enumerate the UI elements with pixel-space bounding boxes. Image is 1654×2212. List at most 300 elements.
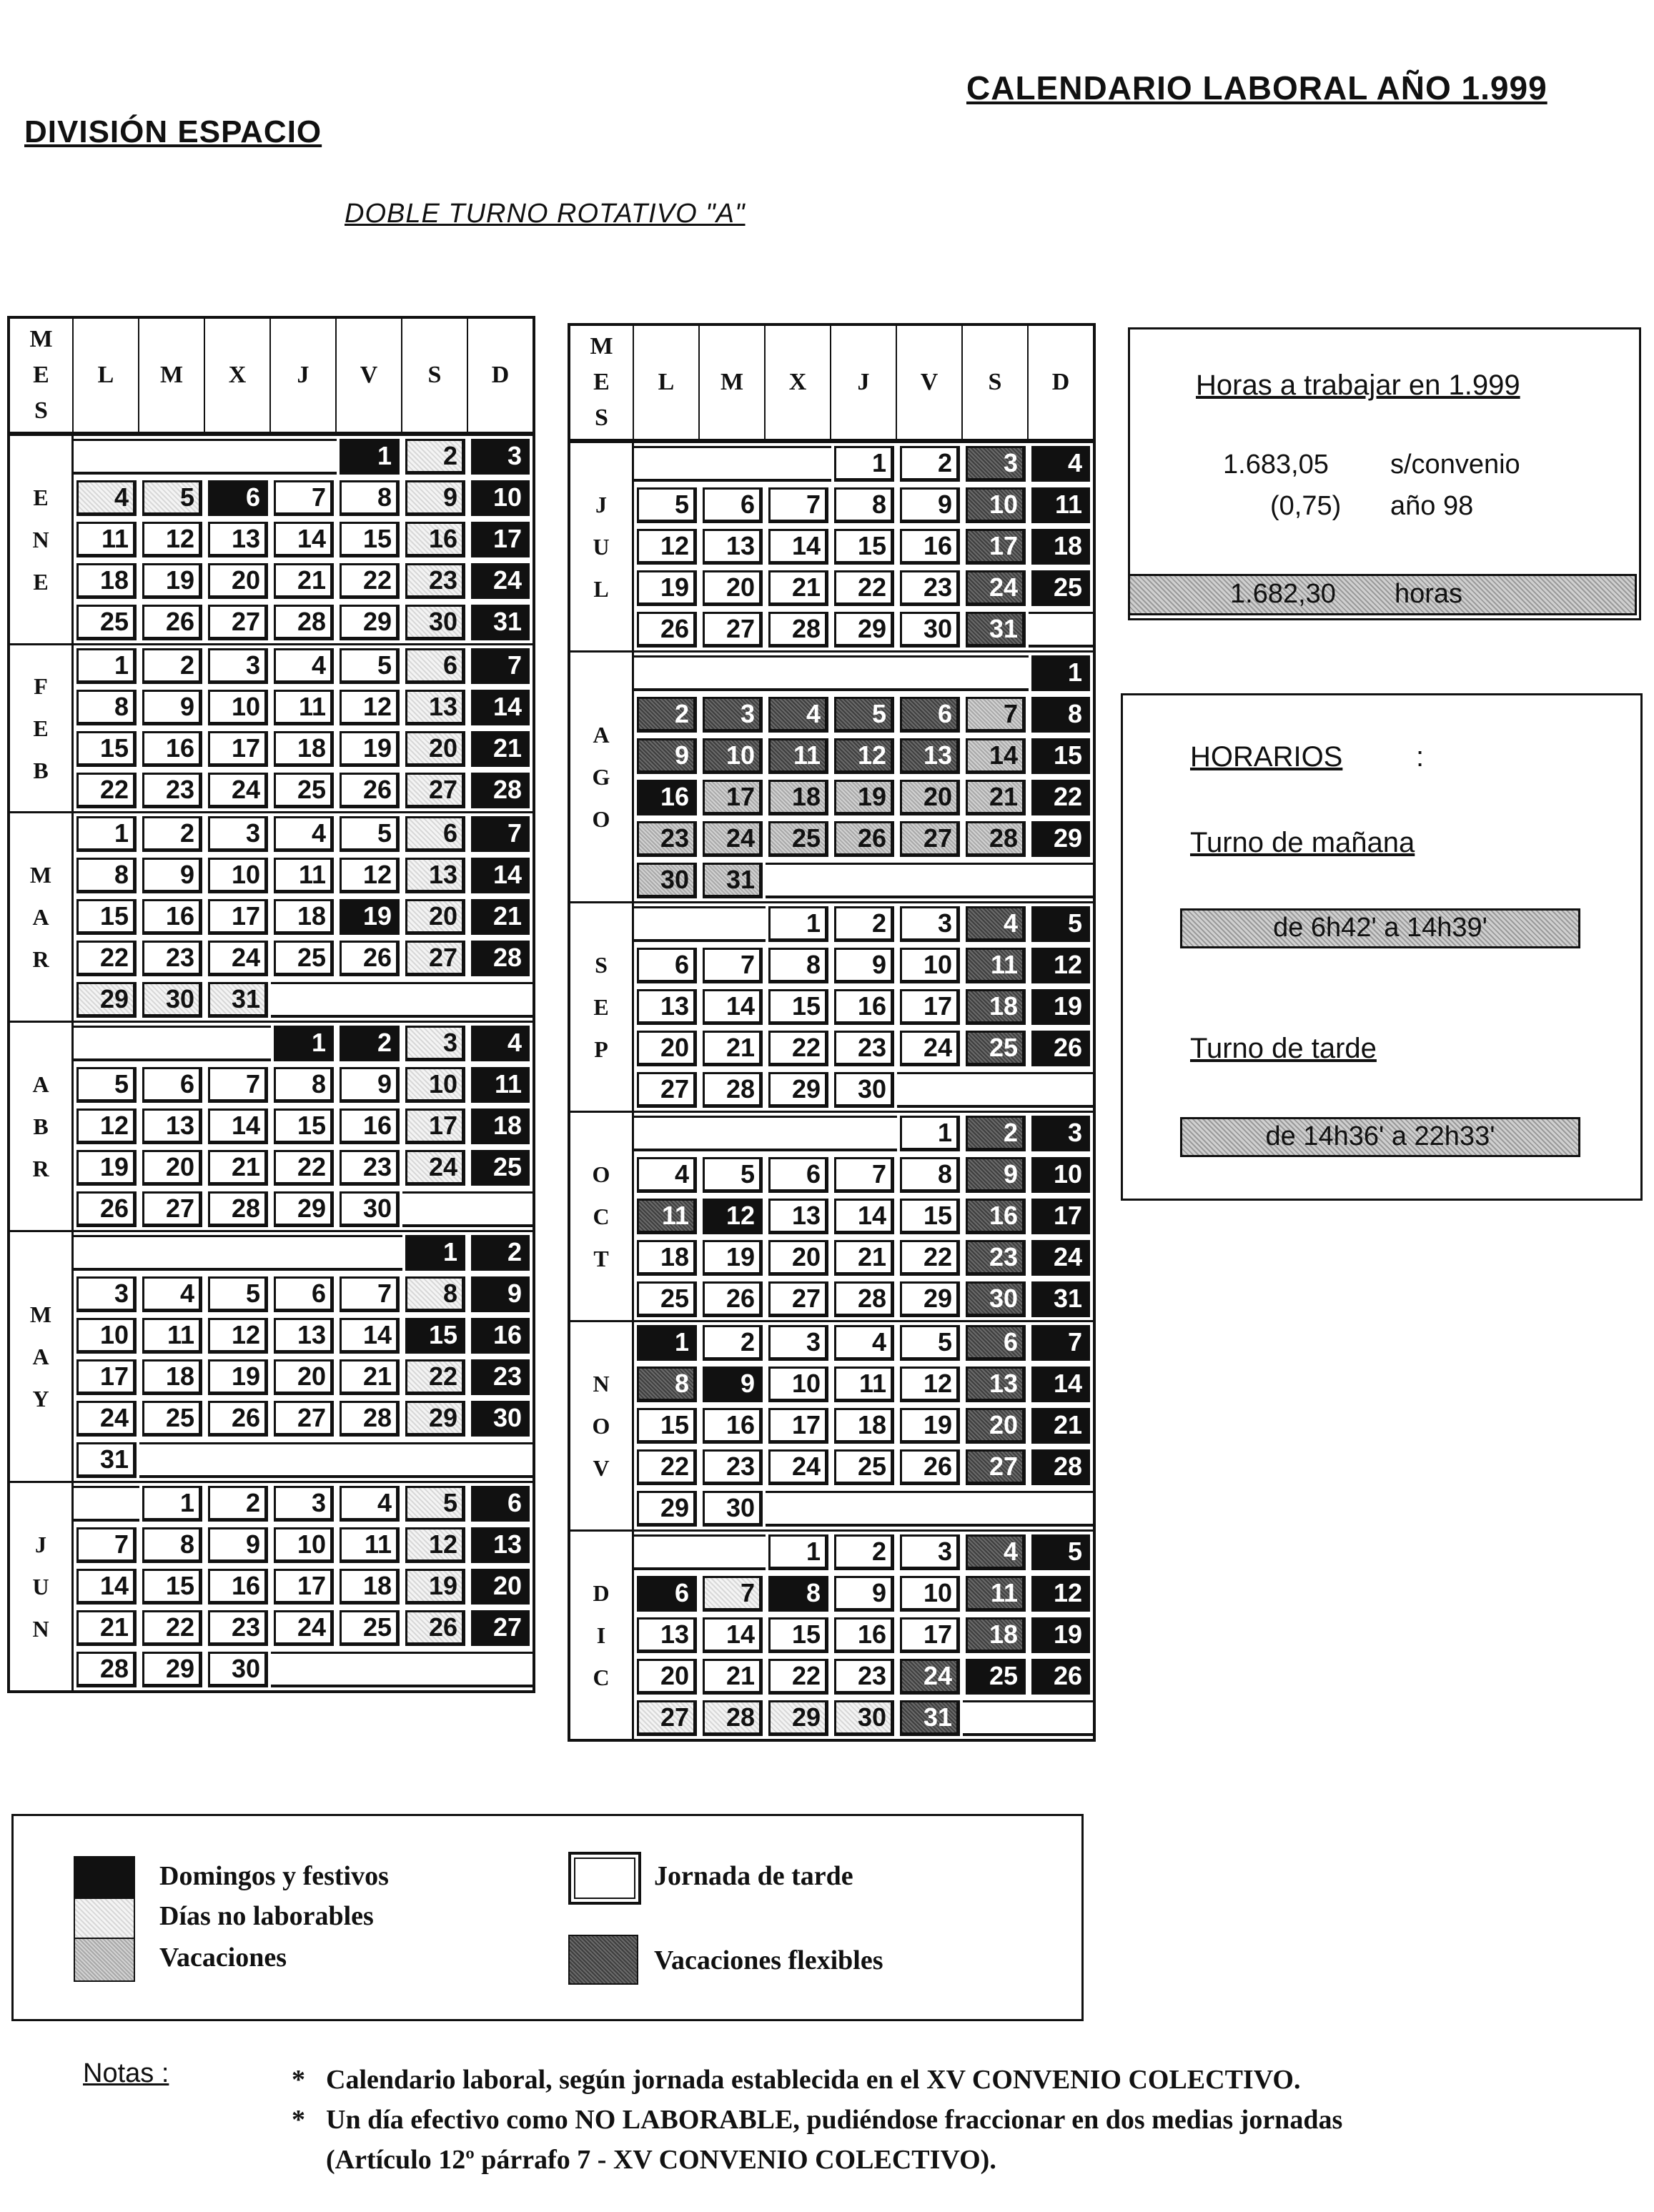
week-row [10, 1274, 533, 1315]
day-slot [766, 986, 831, 1028]
day-slot [74, 1566, 139, 1607]
day-slot [337, 687, 402, 728]
schedule-colon: : [1416, 741, 1425, 773]
day-slot [402, 1649, 468, 1690]
day-cell: 21 [768, 570, 828, 606]
day-slot [1029, 1320, 1093, 1364]
week-row [10, 1021, 533, 1064]
legend-flex: Vacaciones flexibles [654, 1945, 883, 1975]
day-cell: 21 [1031, 1408, 1090, 1444]
day-slot [74, 1357, 139, 1398]
day-slot [205, 1649, 271, 1690]
day-slot [337, 477, 402, 519]
day-cell: 17 [703, 780, 763, 815]
day-slot [897, 777, 963, 818]
day-slot [766, 567, 831, 609]
day-cell: 21 [471, 899, 530, 935]
day-cell: 18 [966, 989, 1026, 1025]
day-cell: 25 [834, 1449, 894, 1485]
day-slot [468, 1274, 533, 1315]
week-row [570, 485, 1093, 526]
day-cell: 10 [900, 948, 960, 983]
day-slot [700, 1656, 766, 1697]
empty-cell [74, 1026, 139, 1061]
legend-swatch-flex [568, 1935, 638, 1985]
month-letter: B [33, 1113, 49, 1139]
day-cell: 13 [768, 1199, 828, 1234]
empty-cell [831, 1491, 897, 1527]
day-slot [205, 1147, 271, 1189]
empty-cell [337, 1442, 402, 1478]
day-slot [337, 434, 402, 477]
day-cell: 14 [340, 1318, 400, 1354]
day-cell: 3 [405, 1026, 465, 1061]
day-slot [205, 1315, 271, 1357]
day-slot [897, 860, 963, 901]
day-cell: 22 [637, 1449, 697, 1485]
month-letter: R [32, 946, 49, 972]
day-slot [337, 1189, 402, 1230]
day-cell: 8 [274, 1067, 334, 1103]
day-slot [897, 1615, 963, 1656]
month-letter: A [32, 903, 49, 930]
day-slot [897, 441, 963, 485]
day-cell: 30 [834, 1072, 894, 1108]
day-cell: 10 [76, 1318, 137, 1354]
day-slot [831, 1028, 897, 1069]
day-slot [337, 1607, 402, 1649]
hours-amount: 1.683,05 [1223, 450, 1329, 480]
day-slot [897, 1028, 963, 1069]
day-cell: 15 [637, 1408, 697, 1444]
day-slot [700, 1405, 766, 1447]
day-slot [1029, 650, 1093, 694]
day-cell: 13 [405, 858, 465, 893]
day-cell: 21 [76, 1610, 137, 1646]
day-cell: 18 [274, 731, 334, 767]
day-slot [963, 441, 1029, 485]
day-slot [337, 896, 402, 938]
day-slot [1029, 694, 1093, 735]
morning-hours-text: de 6h42' a 14h39' [1273, 913, 1487, 943]
week-row [10, 1189, 533, 1230]
day-cell: 17 [208, 899, 268, 935]
day-cell: 28 [834, 1281, 894, 1317]
day-cell: 28 [768, 612, 828, 648]
day-slot [634, 1320, 700, 1364]
day-cell: 18 [76, 563, 137, 599]
day-slot [271, 477, 337, 519]
day-cell: 14 [703, 989, 763, 1025]
hours-adjust-label: año 98 [1390, 491, 1474, 521]
day-cell: 29 [1031, 821, 1090, 857]
month-letters [10, 434, 74, 643]
day-slot [700, 1529, 766, 1573]
day-cell: 7 [340, 1276, 400, 1312]
month-letter: C [593, 1664, 610, 1690]
weekday-header: L [74, 319, 139, 434]
day-slot [963, 1656, 1029, 1697]
week-row [10, 519, 533, 560]
day-cell: 14 [703, 1617, 763, 1653]
day-slot [271, 1274, 337, 1315]
day-cell: 1 [900, 1116, 960, 1151]
hours-total-bar [1128, 574, 1637, 615]
day-cell: 2 [900, 446, 960, 482]
day-slot [74, 1607, 139, 1649]
day-slot [766, 1237, 831, 1279]
week-row [570, 526, 1093, 567]
day-cell: 12 [405, 1527, 465, 1563]
day-cell: 2 [142, 816, 202, 852]
day-slot [205, 1524, 271, 1566]
week-row [570, 1656, 1093, 1697]
day-cell: 11 [142, 1318, 202, 1354]
empty-cell [402, 982, 468, 1018]
weekday-header: V [897, 326, 963, 441]
day-cell: 31 [966, 612, 1026, 648]
week-row [570, 1364, 1093, 1405]
day-slot [1029, 1237, 1093, 1279]
day-slot [766, 1196, 831, 1237]
day-cell: 30 [637, 863, 697, 898]
day-slot [1029, 1447, 1093, 1488]
day-cell: 16 [340, 1109, 400, 1144]
day-slot [897, 986, 963, 1028]
week-row [570, 1573, 1093, 1615]
day-cell: 17 [1031, 1199, 1090, 1234]
day-slot [205, 602, 271, 643]
day-slot [402, 728, 468, 770]
day-slot [1029, 860, 1093, 901]
day-slot [271, 1064, 337, 1106]
legend-swatch-nolab [74, 1898, 135, 1942]
day-cell: 30 [966, 1281, 1026, 1317]
week-row [570, 1697, 1093, 1739]
day-slot [766, 1320, 831, 1364]
day-slot [468, 1481, 533, 1524]
day-slot [700, 694, 766, 735]
day-cell: 22 [768, 1031, 828, 1066]
day-slot [831, 945, 897, 986]
week-row [570, 1615, 1093, 1656]
day-cell: 13 [471, 1527, 530, 1563]
weekday-header: M [700, 326, 766, 441]
day-cell: 4 [1031, 446, 1090, 482]
day-cell: 22 [834, 570, 894, 606]
day-slot [74, 855, 139, 896]
day-cell: 25 [274, 773, 334, 808]
month-letter: R [32, 1155, 49, 1181]
month-letters [570, 901, 634, 1111]
day-slot [700, 901, 766, 945]
day-cell: 24 [471, 563, 530, 599]
empty-cell [74, 1235, 139, 1271]
month-letters [570, 1529, 634, 1739]
day-cell: 2 [340, 1026, 400, 1061]
day-cell: 2 [471, 1235, 530, 1271]
day-cell: 13 [637, 989, 697, 1025]
day-cell: 1 [637, 1325, 697, 1361]
day-slot [831, 1573, 897, 1615]
empty-cell [74, 439, 139, 475]
day-slot [205, 1021, 271, 1064]
day-cell: 14 [768, 529, 828, 565]
day-slot [74, 1106, 139, 1147]
day-cell: 1 [1031, 655, 1090, 691]
day-cell: 24 [900, 1659, 960, 1695]
day-slot [337, 1524, 402, 1566]
day-slot [831, 1279, 897, 1320]
day-slot [766, 650, 831, 694]
day-slot [205, 1439, 271, 1481]
day-slot [700, 1028, 766, 1069]
week-row [10, 1064, 533, 1106]
day-slot [766, 1697, 831, 1739]
day-slot [74, 1315, 139, 1357]
day-slot [634, 1364, 700, 1405]
day-slot [766, 609, 831, 650]
day-slot [897, 526, 963, 567]
day-cell: 11 [471, 1067, 530, 1103]
day-cell: 12 [76, 1109, 137, 1144]
day-slot [74, 1398, 139, 1439]
week-row [570, 1488, 1093, 1529]
day-slot [897, 1196, 963, 1237]
day-slot [634, 901, 700, 945]
day-slot [468, 687, 533, 728]
day-slot [271, 602, 337, 643]
day-slot [271, 1357, 337, 1398]
day-cell: 9 [471, 1276, 530, 1312]
day-cell: 3 [900, 1534, 960, 1570]
day-slot [897, 1279, 963, 1320]
day-slot [897, 1697, 963, 1739]
day-cell: 9 [142, 690, 202, 725]
day-slot [766, 945, 831, 986]
day-slot [634, 1656, 700, 1697]
day-slot [205, 1566, 271, 1607]
day-slot [831, 567, 897, 609]
day-slot [271, 519, 337, 560]
day-cell: 26 [142, 605, 202, 640]
week-row [10, 896, 533, 938]
day-slot [205, 519, 271, 560]
day-cell: 20 [471, 1569, 530, 1605]
day-slot [271, 1649, 337, 1690]
day-slot [634, 1405, 700, 1447]
empty-cell [271, 439, 337, 475]
empty-cell [831, 655, 897, 691]
day-slot [700, 1279, 766, 1320]
day-slot [74, 1481, 139, 1524]
day-slot [634, 945, 700, 986]
week-row [10, 643, 533, 687]
day-cell: 3 [208, 816, 268, 852]
day-cell: 28 [208, 1191, 268, 1227]
day-cell: 25 [76, 605, 137, 640]
day-slot [963, 1697, 1029, 1739]
day-cell: 17 [208, 731, 268, 767]
week-row [570, 1279, 1093, 1320]
day-slot [139, 434, 205, 477]
day-slot [897, 1069, 963, 1111]
day-slot [402, 979, 468, 1021]
month-letter: S [595, 951, 608, 978]
day-slot [402, 1315, 468, 1357]
day-cell: 23 [834, 1031, 894, 1066]
day-cell: 6 [637, 948, 697, 983]
day-cell: 25 [966, 1659, 1026, 1695]
day-cell: 2 [637, 697, 697, 733]
day-slot [337, 770, 402, 811]
week-row [570, 735, 1093, 777]
month-letters [10, 1481, 74, 1690]
day-cell: 10 [471, 480, 530, 516]
day-cell: 26 [637, 612, 697, 648]
day-cell: 8 [637, 1367, 697, 1402]
day-cell: 5 [340, 648, 400, 684]
day-cell: 5 [637, 487, 697, 523]
day-slot [700, 1364, 766, 1405]
day-cell: 21 [966, 780, 1026, 815]
day-cell: 6 [274, 1276, 334, 1312]
day-slot [468, 855, 533, 896]
day-slot [402, 1566, 468, 1607]
day-cell: 4 [966, 906, 1026, 942]
week-row [10, 687, 533, 728]
day-cell: 24 [405, 1150, 465, 1186]
day-slot [1029, 901, 1093, 945]
day-slot [468, 1189, 533, 1230]
day-cell: 13 [703, 529, 763, 565]
day-cell: 16 [208, 1569, 268, 1605]
day-cell: 7 [834, 1157, 894, 1193]
day-slot [468, 811, 533, 855]
day-slot [139, 979, 205, 1021]
day-slot [700, 860, 766, 901]
day-slot [402, 1021, 468, 1064]
day-cell: 17 [471, 522, 530, 557]
day-slot [468, 643, 533, 687]
day-slot [337, 1021, 402, 1064]
day-slot [897, 1656, 963, 1697]
day-cell: 18 [142, 1359, 202, 1395]
day-slot [1029, 1028, 1093, 1069]
day-cell: 20 [274, 1359, 334, 1395]
day-cell: 27 [471, 1610, 530, 1646]
legend-swatch-vacations [74, 1938, 135, 1982]
day-slot [963, 694, 1029, 735]
day-cell: 30 [142, 982, 202, 1018]
day-slot [74, 1439, 139, 1481]
week-row [570, 441, 1093, 485]
day-cell: 14 [834, 1199, 894, 1234]
day-slot [468, 1439, 533, 1481]
month-letters [570, 1111, 634, 1320]
day-slot [831, 1529, 897, 1573]
week-row [10, 1315, 533, 1357]
day-slot [897, 1529, 963, 1573]
day-cell: 18 [834, 1408, 894, 1444]
day-cell: 21 [274, 563, 334, 599]
empty-cell [337, 1235, 402, 1271]
month-letter: Y [32, 1385, 49, 1412]
day-slot [74, 1649, 139, 1690]
day-slot [271, 770, 337, 811]
day-slot [766, 485, 831, 526]
day-slot [963, 901, 1029, 945]
month-letter: E [593, 993, 609, 1020]
empty-cell [700, 655, 766, 691]
day-cell: 14 [471, 690, 530, 725]
week-row [570, 609, 1093, 650]
day-cell: 6 [703, 487, 763, 523]
day-cell: 22 [76, 773, 137, 808]
day-cell: 31 [471, 605, 530, 640]
day-cell: 16 [405, 522, 465, 557]
day-cell: 31 [703, 863, 763, 898]
week-row [570, 567, 1093, 609]
empty-cell [205, 1026, 271, 1061]
day-slot [634, 1697, 700, 1739]
day-slot [74, 1230, 139, 1274]
day-cell: 11 [966, 1576, 1026, 1612]
day-slot [963, 986, 1029, 1028]
afternoon-label: Turno de tarde [1190, 1033, 1377, 1064]
empty-cell [897, 1072, 963, 1108]
day-slot [139, 560, 205, 602]
day-cell: 29 [768, 1072, 828, 1108]
day-cell: 21 [208, 1150, 268, 1186]
empty-cell [766, 1116, 831, 1151]
calendar-first-half [7, 316, 535, 1693]
day-slot [205, 1274, 271, 1315]
day-cell: 7 [768, 487, 828, 523]
day-cell: 8 [340, 480, 400, 516]
day-slot [766, 860, 831, 901]
empty-cell [963, 655, 1029, 691]
month-letters [570, 650, 634, 901]
day-cell: 18 [274, 899, 334, 935]
day-slot [700, 1447, 766, 1488]
day-slot [634, 1154, 700, 1196]
day-cell: 16 [703, 1408, 763, 1444]
day-slot [271, 1021, 337, 1064]
day-slot [402, 1274, 468, 1315]
week-row [10, 1147, 533, 1189]
week-row [10, 434, 533, 477]
day-cell: 6 [768, 1157, 828, 1193]
day-slot [766, 441, 831, 485]
day-slot [337, 1147, 402, 1189]
day-cell: 17 [768, 1408, 828, 1444]
day-slot [766, 1364, 831, 1405]
month-letter: T [593, 1245, 609, 1271]
day-cell: 7 [76, 1527, 137, 1563]
day-slot [831, 1656, 897, 1697]
day-slot [205, 1607, 271, 1649]
day-slot [831, 526, 897, 567]
day-cell: 8 [834, 487, 894, 523]
day-cell: 2 [142, 648, 202, 684]
day-slot [963, 1111, 1029, 1154]
day-slot [963, 1405, 1029, 1447]
day-cell: 25 [637, 1281, 697, 1317]
mes-header-letter: M [590, 333, 613, 359]
day-cell: 27 [405, 773, 465, 808]
day-cell: 28 [274, 605, 334, 640]
